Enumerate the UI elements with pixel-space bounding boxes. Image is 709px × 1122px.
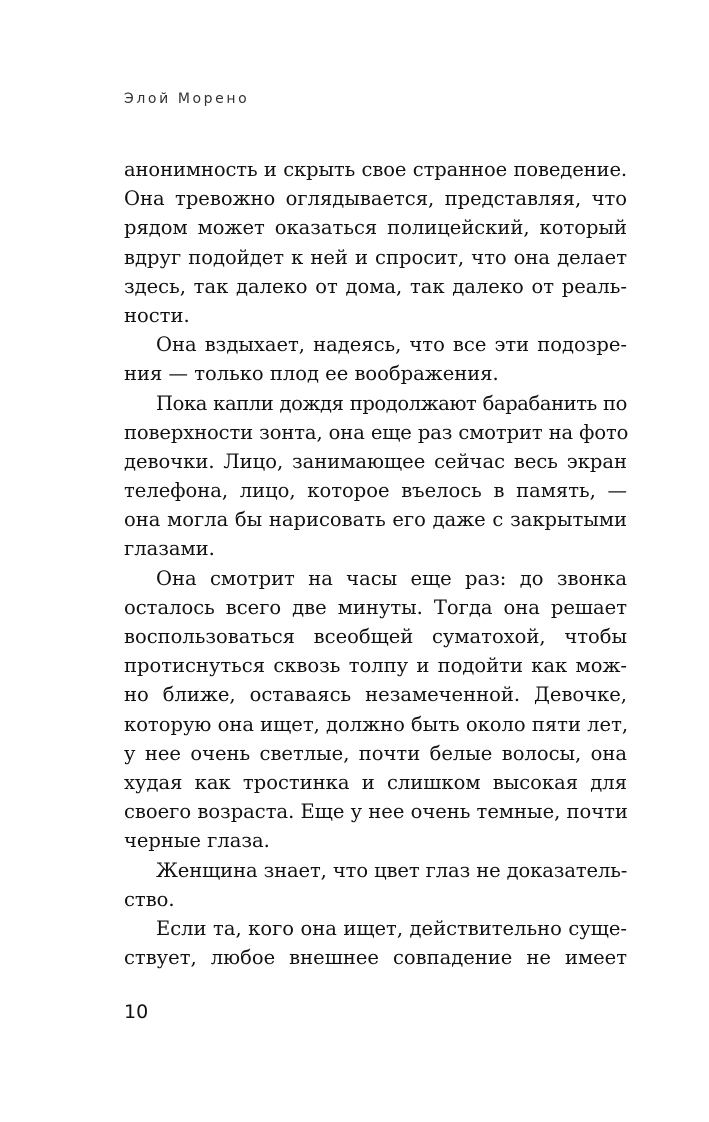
- text-line: ния — только плод ее воображения.: [124, 362, 499, 386]
- text-line: Если та, кого она ищет, действительно суще-: [156, 916, 627, 940]
- body-text: [124, 155, 627, 972]
- text-line: но ближе, оставаясь незамеченной. Девочке,: [124, 683, 627, 707]
- text-line: воспользоваться всеобщей суматохой, чтобы: [124, 625, 627, 648]
- text-line: поверхности зонта, она еще раз смотрит на фото: [124, 420, 629, 444]
- page-number: 10: [124, 1001, 149, 1023]
- text-line: анонимность и скрыть свое странное поведение.: [124, 158, 627, 181]
- text-line: протиснуться сквозь толпу и подойти как мож-: [124, 654, 627, 678]
- text-line: которую она ищет, должно быть около пяти лет,: [124, 712, 629, 736]
- text-line: вдруг подойдет к ней и спросит, что она делает: [124, 245, 627, 269]
- text-line: девочки. Лицо, занимающее сейчас весь экран: [124, 449, 627, 473]
- text-line: телефона, лицо, которое въелось в память, —: [124, 479, 627, 503]
- text-line: Она смотрит на часы еще раз: до звонка: [156, 566, 627, 590]
- text-line: Она тревожно оглядывается, представляя, что: [124, 187, 627, 211]
- text-line: ности.: [124, 303, 190, 327]
- text-line: глазами.: [124, 537, 215, 561]
- text-line: худая как тростинка и слишком высокая для: [124, 770, 627, 794]
- text-line: Пока капли дождя продолжают барабанить по: [156, 391, 627, 415]
- running-head: Элой Морено: [124, 91, 250, 107]
- text-line: осталось всего две минуты. Тогда она решает: [124, 595, 627, 619]
- text-line: своего возраста. Еще у нее очень темные, почти: [124, 800, 628, 824]
- text-line: у нее очень светлые, почти белые волосы, она: [124, 741, 627, 765]
- text-line: ство.: [124, 887, 175, 911]
- text-line: рядом может оказаться полицейский, который: [124, 216, 627, 240]
- text-line: Она вздыхает, надеясь, что все эти подозре-: [156, 333, 627, 357]
- text-line: она могла бы нарисовать его даже с закрытыми: [124, 508, 627, 532]
- text-line: Женщина знает, что цвет глаз не доказатель-: [156, 858, 628, 882]
- text-line: здесь, так далеко от дома, так далеко от реаль-: [124, 274, 627, 298]
- text-line: ствует, любое внешнее совпадение не имеет: [124, 946, 627, 970]
- text-line: черные глаза.: [124, 829, 270, 853]
